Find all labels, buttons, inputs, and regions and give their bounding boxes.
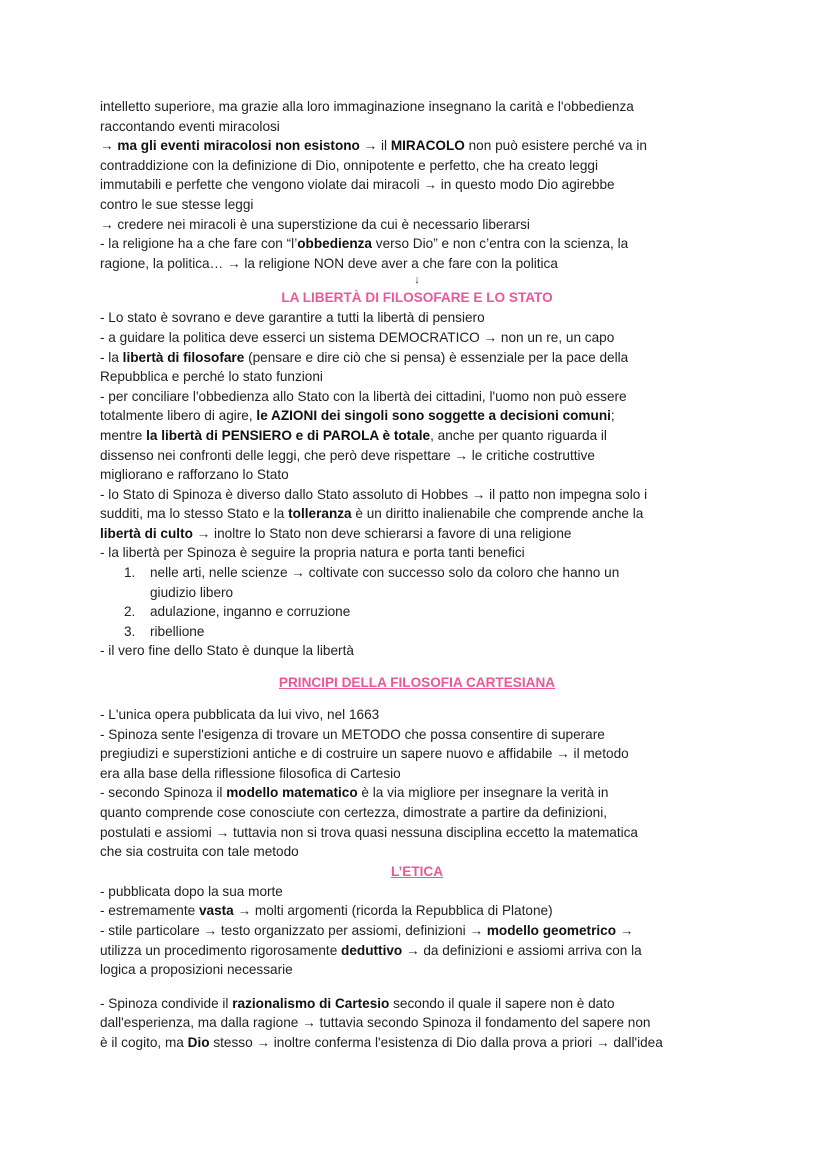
text-line (100, 941, 734, 961)
bold-text: obbedienza (297, 236, 372, 252)
text-span: , anche per quanto riguarda il (430, 427, 607, 443)
text-line: - lo Stato di Spinoza è diverso dallo Stato assoluto di Hobbes → il patto non impegna solo i (100, 486, 648, 502)
text-line: - la libertà per Spinoza è seguire la propria natura e porta tanti benefici (100, 545, 525, 561)
text-span: → (100, 138, 118, 154)
text-span: → molti argomenti (ricorda la Repubblica di Platone) (233, 903, 553, 919)
text-span: - secondo Spinoza il (100, 785, 227, 801)
text-line: contraddizione con la definizione di Dio, onnipotente e perfetto, che ha creato leggi (100, 157, 599, 173)
text-line (100, 994, 734, 1014)
text-line: - per conciliare l'obbedienza allo Stato con la libertà dei cittadini, l'uomo non può essere (100, 388, 627, 404)
text-span: è un diritto inalienabile che comprende anche la (351, 506, 644, 522)
list-item-text: ribellione (150, 623, 205, 639)
text-line: contro le sue stesse leggi (100, 196, 254, 212)
text-line: - pubblicata dopo la sua morte (100, 883, 283, 899)
text-line: - L'unica opera pubblicata da lui vivo, nel 1663 (100, 707, 380, 723)
text-line: che sia costruita con tale metodo (100, 844, 299, 860)
document-body (100, 97, 734, 1053)
text-line: era alla base della riflessione filosofica di Cartesio (100, 765, 401, 781)
text-line: dissenso nei confronti delle leggi, che però deve rispettare → le critiche costruttive (100, 447, 595, 463)
down-arrow-icon: ↓ (414, 274, 420, 287)
text-span: totalmente libero di agire, (100, 408, 257, 424)
text-span: è il cogito, ma (100, 1034, 188, 1050)
bold-text: tolleranza (288, 506, 352, 522)
text-line: raccontando eventi miracolosi (100, 118, 280, 134)
list-number: 2. (124, 604, 136, 620)
section-heading: LA LIBERTÀ DI FILOSOFARE E LO STATO (281, 290, 553, 306)
text-span: - stile particolare → testo organizzato per assiomi, definizioni → (100, 922, 487, 938)
bold-text: vasta (198, 903, 234, 919)
list-item-text: giudizio libero (150, 584, 234, 600)
list-number: 1. (124, 565, 136, 581)
text-line (100, 348, 734, 368)
text-line (100, 136, 734, 156)
bold-text: MIRACOLO (390, 138, 465, 154)
bold-text: razionalismo di Cartesio (232, 995, 390, 1011)
text-line: postulati e assiomi → tuttavia non si trova quasi nessuna disciplina eccetto la matematica (100, 824, 638, 840)
text-span: secondo il quale il sapere non è dato (389, 995, 615, 1011)
text-line: quanto comprende cose conosciute con certezza, dimostrate a partire da definizioni, (100, 805, 608, 820)
bold-text: modello matematico (226, 785, 358, 801)
text-line: - Lo stato è sovrano e deve garantire a tutti la libertà di pensiero (100, 310, 485, 326)
bold-text: deduttivo (341, 942, 403, 958)
text-line: intelletto superiore, ma grazie alla loro immaginazione insegnano la carità e l'obbedienza (100, 99, 634, 114)
bold-text: libertà di culto (100, 525, 193, 541)
text-span: → da definizioni e assiomi arriva con la (402, 942, 642, 958)
text-line (100, 901, 734, 921)
bold-text: ma gli eventi miracolosi non esistono (117, 138, 360, 154)
text-line: logica a proposizioni necessarie (100, 962, 293, 978)
text-line (100, 406, 734, 426)
heading-text: L’ETICA (390, 863, 444, 879)
text-line (100, 1033, 734, 1053)
text-span: stesso → inoltre conferma l'esistenza di Dio dalla prova a priori → dall'idea (209, 1034, 663, 1050)
text-line: pregiudizi e superstizioni antiche e di costruire un sapere nuovo e affidabile → il metodo (100, 746, 629, 762)
text-line (100, 783, 734, 803)
ordered-list (100, 563, 734, 641)
list-number: 3. (124, 623, 136, 639)
text-line: migliorano e rafforzano lo Stato (100, 467, 289, 483)
text-span: - la religione ha a che fare con “l’ (100, 236, 298, 252)
text-span: è la via migliore per insegnare la verità in (357, 785, 609, 801)
text-span: - Spinoza condivide il (100, 995, 233, 1011)
text-line (100, 234, 734, 254)
text-line: - a guidare la politica deve esserci un sistema DEMOCRATICO → non un re, un capo (100, 329, 615, 345)
bold-text: modello geometrico (486, 922, 617, 938)
list-item-text: adulazione, inganno e corruzione (150, 604, 351, 620)
heading-text: PRINCIPI DELLA FILOSOFIA CARTESIANA (278, 675, 556, 691)
section-heading (100, 862, 734, 882)
list-item-text: nelle arti, nelle scienze → coltivate con successo solo da coloro che hanno un (150, 565, 620, 581)
bold-text: Dio (187, 1034, 210, 1050)
list-item (100, 602, 734, 622)
text-line: immutabili e perfette che vengono violate dai miracoli → in questo modo Dio agirebbe (100, 177, 615, 193)
text-span: non può esistere perché va in (464, 138, 647, 154)
text-span: - estremamente (100, 903, 199, 919)
text-line: dall'esperienza, ma dalla ragione → tuttavia secondo Spinoza il fondamento del sapere non (100, 1015, 651, 1031)
list-item (100, 622, 734, 642)
text-line (100, 426, 734, 446)
text-line (100, 504, 734, 524)
text-span: verso Dio” e non c’entra con la scienza, la (372, 236, 629, 252)
text-span: sudditi, ma lo stesso Stato e la (100, 506, 289, 522)
bold-text: libertà di filosofare (122, 349, 245, 365)
text-span: ; (610, 408, 615, 424)
text-span: → (616, 922, 634, 938)
list-item (100, 563, 734, 602)
bold-text: la libertà di PENSIERO e di PAROLA è totale (146, 427, 431, 443)
text-line (100, 921, 734, 941)
text-line: ragione, la politica… → la religione NON deve aver a che fare con la politica (100, 255, 558, 271)
text-span: (pensare e dire ciò che si pensa) è essenziale per la pace della (244, 349, 629, 365)
text-span: utilizza un procedimento rigorosamente (100, 942, 342, 958)
section-heading (100, 673, 734, 693)
text-line: Repubblica e perché lo stato funzioni (100, 369, 323, 385)
text-span: → inoltre lo Stato non deve schierarsi a favore di una religione (192, 525, 572, 541)
text-line: - il vero fine dello Stato è dunque la libertà (100, 643, 354, 659)
text-span: mentre (100, 427, 147, 443)
text-line (100, 524, 734, 544)
text-span: → il (359, 138, 391, 154)
bold-text: le AZIONI dei singoli sono soggette a decisioni comuni (256, 408, 611, 424)
text-line: → credere nei miracoli è una superstizione da cui è necessario liberarsi (100, 216, 530, 232)
text-span: - la (100, 349, 123, 365)
text-line: - Spinoza sente l'esigenza di trovare un METODO che possa consentire di superare (100, 726, 605, 742)
